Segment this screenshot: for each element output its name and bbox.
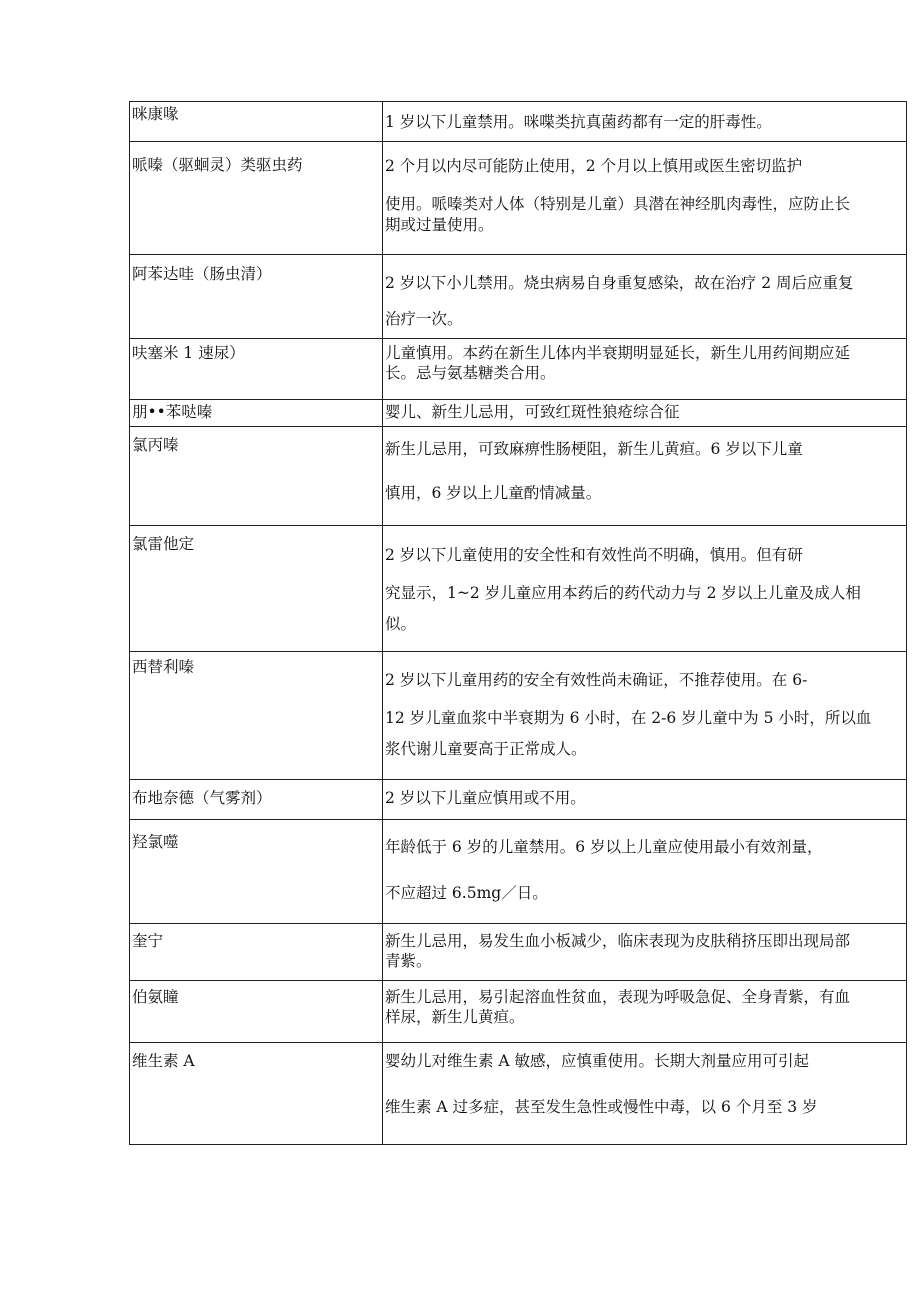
note-line: 慎用，6 岁以上儿童酌情减量。 [385,484,602,503]
note-line: 长。忌与氨基糖类合用。 [385,364,556,383]
table-row [130,400,907,427]
drug-name-cell [130,339,383,400]
note-line: 2 个月以内尽可能防止使用，2 个月以上慎用或医生密切监护 [385,157,803,175]
note-line: 1 岁以下儿童禁用。咪喋类抗真菌药都有一定的肝毒性。 [385,113,772,131]
note-line: 2 岁以下儿童用药的安全有效性尚未确证，不推荐使用。在 6- [385,671,808,689]
note-cell [383,142,907,255]
drug-name-cell [130,102,383,142]
drug-name-cell [130,820,383,924]
note-cell [383,427,907,526]
drug-name-cell [130,1043,383,1145]
drug-name: 氯丙嗪 [132,436,179,454]
table-row [130,339,907,400]
note-line: 似。 [385,614,417,633]
drug-name-cell [130,142,383,255]
note-line: 婴儿、新生儿忌用，可致红斑性狼疮综合征 [385,403,680,421]
table-row [130,1043,907,1145]
drug-name-cell [130,981,383,1043]
table-row [130,820,907,924]
note-line: 新生儿忌用，易发生血小板减少，临床表现为皮肤稍挤压即出现局部 [385,932,851,950]
table-row [130,255,907,339]
drug-name-cell [130,255,383,339]
note-line: 样尿，新生儿黄疸。 [385,1008,525,1027]
note-cell [383,102,907,142]
note-cell [383,652,907,780]
table-row [130,924,907,981]
note-line: 浆代谢儿童要高于正常成人。 [385,739,587,758]
note-cell [383,924,907,981]
note-line: 12 岁儿童血浆中半衰期为 6 小时，在 2-6 岁儿童中为 5 小时，所以血 [385,709,872,728]
drug-name-cell [130,427,383,526]
drug-name-cell [130,400,383,427]
table-row [130,981,907,1043]
note-line: 新生儿忌用，可致麻痹性肠梗阻，新生儿黄疸。6 岁以下儿童 [385,440,803,458]
note-cell [383,780,907,820]
drug-name: 咪康喙 [132,105,179,123]
note-line: 不应超过 6.5mg／日。 [385,884,548,903]
note-line: 使用。哌嗪类对人体（特别是儿童）具潜在神经肌肉毒性，应防止长 [385,195,851,214]
note-line: 期或过量使用。 [385,215,494,234]
note-line: 年龄低于 6 岁的儿童禁用。6 岁以上儿童应使用最小有效剂量， [385,838,823,856]
drug-caution-table [129,101,907,1145]
table-row [130,526,907,652]
drug-name: 伯氨瞳 [132,988,179,1006]
note-cell [383,820,907,924]
table-row [130,652,907,780]
drug-name: 呋塞米 1 速尿） [132,344,245,362]
table-row [130,427,907,526]
drug-name: 哌嗪（驱蛔灵）类驱虫药 [132,156,303,174]
note-line: 2 岁以下小儿禁用。烧虫病易自身重复感染，故在治疗 2 周后应重复 [385,274,854,292]
note-line: 青紫。 [385,952,432,971]
note-cell [383,981,907,1043]
note-line: 2 岁以下儿童应慎用或不用。 [385,789,586,807]
table-row [130,102,907,142]
note-cell [383,255,907,339]
note-line: 治疗一次。 [385,310,463,329]
note-cell [383,400,907,427]
note-line: 新生儿忌用，易引起溶血性贫血，表现为呼吸急促、全身青紫，有血 [385,988,851,1006]
note-line: 儿童慎用。本药在新生儿体内半衰期明显延长，新生儿用药间期应延 [385,344,851,362]
note-cell [383,339,907,400]
drug-name: 氯雷他定 [132,535,195,553]
drug-name: 奎宁 [132,932,164,950]
table-row [130,142,907,255]
drug-name-cell [130,924,383,981]
drug-name: 朋••苯哒嗪 [132,403,213,421]
drug-name-cell [130,780,383,820]
note-line: 2 岁以下儿童使用的安全性和有效性尚不明确，慎用。但有研 [385,546,803,564]
note-cell [383,1043,907,1145]
drug-name: 阿苯达哇（肠虫清） [132,265,272,283]
note-line: 婴幼儿对维生素 A 敏感，应慎重使用。长期大剂量应用可引起 [385,1052,810,1070]
drug-name-cell [130,652,383,780]
note-line: 维生素 A 过多症，甚至发生急性或慢性中毒，以 6 个月至 3 岁 [385,1098,818,1117]
table-row [130,780,907,820]
note-line: 究显示，1~2 岁儿童应用本药后的药代动力与 2 岁以上儿童及成人相 [385,584,861,603]
drug-name: 西替利嗪 [132,658,195,676]
drug-name-cell [130,526,383,652]
drug-name: 羟氯噬 [132,833,179,851]
drug-name: 维生素 A [132,1052,195,1070]
note-cell [383,526,907,652]
drug-name: 布地奈德（气雾剂） [132,789,272,807]
